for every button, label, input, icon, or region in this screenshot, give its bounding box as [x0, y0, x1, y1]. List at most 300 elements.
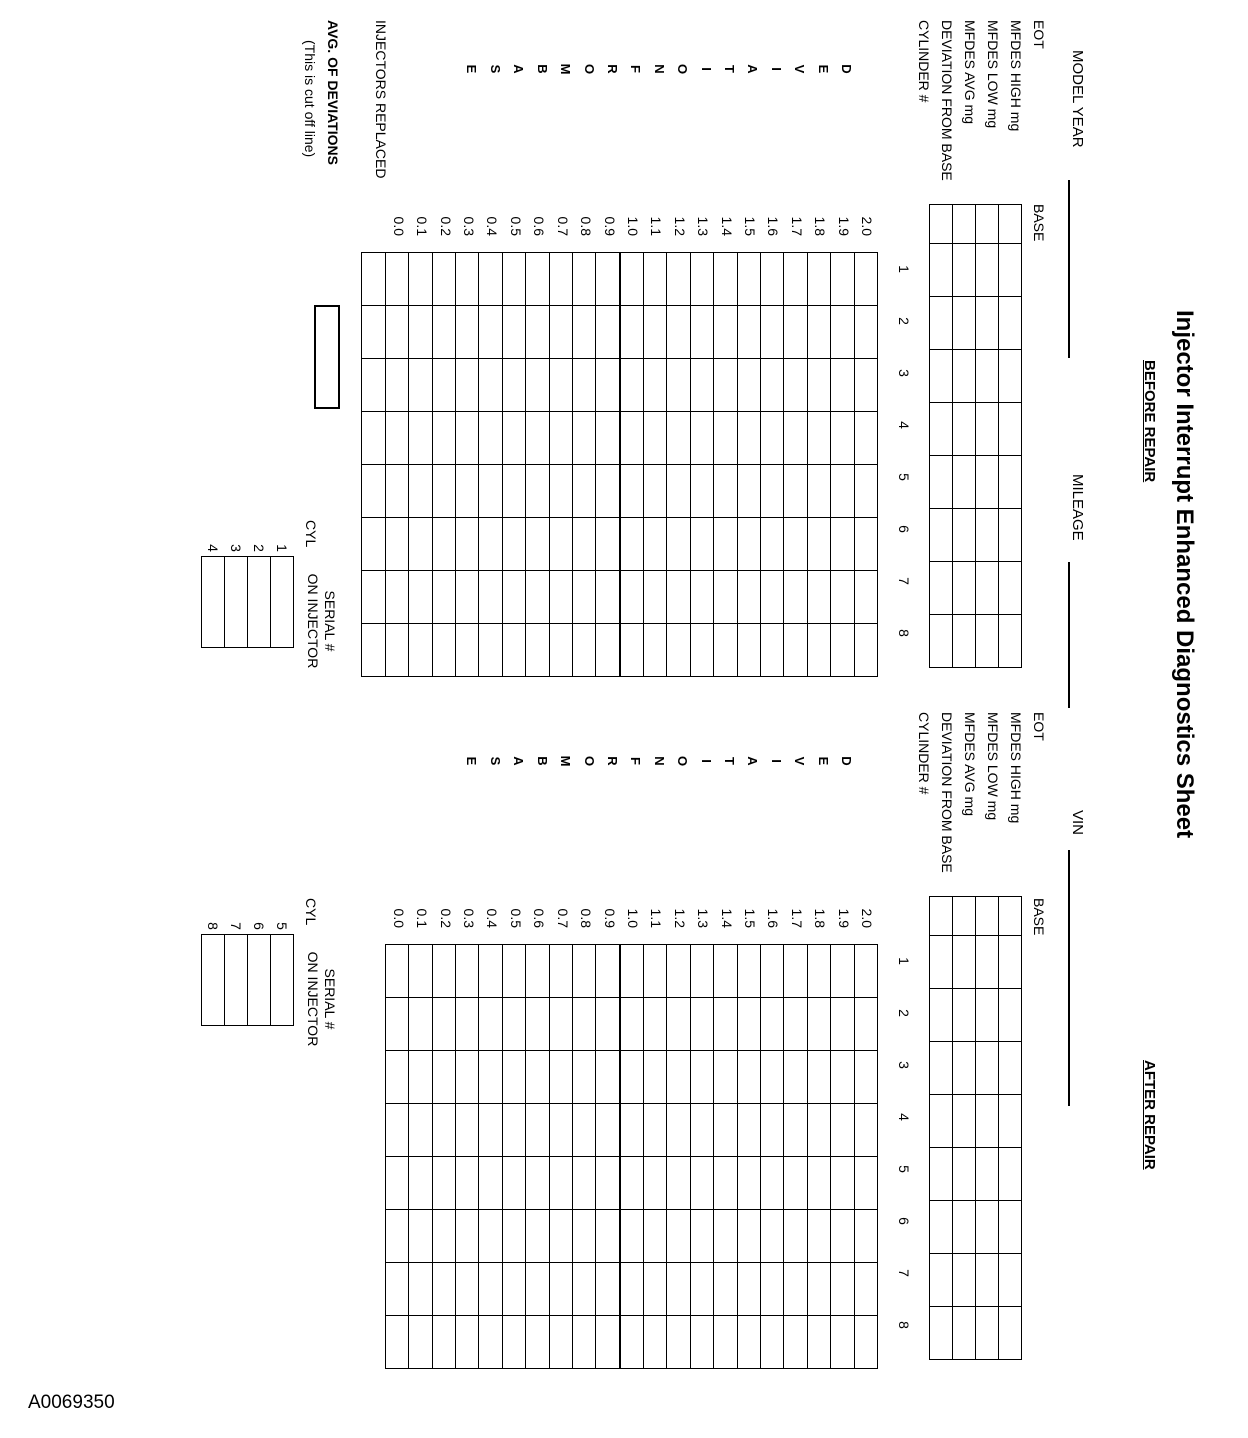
- grid-cell[interactable]: [385, 1316, 408, 1369]
- grid-cell[interactable]: [807, 998, 830, 1051]
- grid-cell[interactable]: [714, 998, 737, 1051]
- grid-cell[interactable]: [549, 1051, 572, 1104]
- grid-cell[interactable]: [953, 350, 976, 403]
- grid-cell[interactable]: [714, 412, 737, 465]
- grid-cell[interactable]: [690, 1104, 713, 1157]
- grid-cell[interactable]: [526, 1316, 549, 1369]
- grid-cell[interactable]: [976, 1201, 999, 1254]
- grid-cell[interactable]: [831, 1157, 854, 1210]
- grid-cell[interactable]: [596, 1157, 620, 1210]
- grid-cell[interactable]: [854, 1316, 877, 1369]
- grid-cell[interactable]: [953, 1254, 976, 1307]
- grid-cell[interactable]: [502, 1210, 525, 1263]
- grid-cell[interactable]: [432, 253, 455, 306]
- grid-cell[interactable]: [502, 306, 525, 359]
- grid-cell[interactable]: [385, 1263, 408, 1316]
- grid-cell[interactable]: [714, 359, 737, 412]
- grid-cell[interactable]: [526, 624, 549, 677]
- grid-cell[interactable]: [976, 297, 999, 350]
- grid-cell[interactable]: [362, 412, 385, 465]
- serial-cell[interactable]: [271, 935, 294, 1026]
- grid-cell[interactable]: [854, 571, 877, 624]
- grid-cell[interactable]: [432, 518, 455, 571]
- grid-cell[interactable]: [761, 359, 784, 412]
- grid-cell[interactable]: [831, 1104, 854, 1157]
- grid-cell[interactable]: [976, 350, 999, 403]
- grid-cell[interactable]: [644, 518, 667, 571]
- grid-cell[interactable]: [854, 359, 877, 412]
- grid-cell[interactable]: [385, 412, 408, 465]
- grid-cell[interactable]: [526, 359, 549, 412]
- grid-cell[interactable]: [479, 998, 502, 1051]
- grid-cell[interactable]: [526, 1263, 549, 1316]
- grid-cell[interactable]: [737, 1157, 760, 1210]
- grid-cell[interactable]: [479, 306, 502, 359]
- grid-cell[interactable]: [737, 306, 760, 359]
- grid-cell[interactable]: [807, 518, 830, 571]
- grid-cell[interactable]: [854, 624, 877, 677]
- grid-cell[interactable]: [479, 945, 502, 998]
- grid-cell[interactable]: [432, 571, 455, 624]
- grid-cell[interactable]: [502, 1157, 525, 1210]
- grid-cell[interactable]: [953, 897, 976, 936]
- grid-cell[interactable]: [549, 945, 572, 998]
- grid-cell[interactable]: [737, 465, 760, 518]
- grid-cell[interactable]: [761, 1104, 784, 1157]
- grid-cell[interactable]: [930, 403, 953, 456]
- model-year-line[interactable]: [1068, 180, 1070, 358]
- grid-cell[interactable]: [385, 306, 408, 359]
- grid-cell[interactable]: [784, 1210, 807, 1263]
- grid-cell[interactable]: [667, 359, 690, 412]
- grid-cell[interactable]: [432, 1051, 455, 1104]
- grid-cell[interactable]: [930, 1095, 953, 1148]
- grid-cell[interactable]: [479, 1263, 502, 1316]
- grid-cell[interactable]: [596, 1104, 620, 1157]
- grid-cell[interactable]: [784, 571, 807, 624]
- grid-cell[interactable]: [479, 412, 502, 465]
- grid-cell[interactable]: [930, 1307, 953, 1360]
- grid-cell[interactable]: [690, 1051, 713, 1104]
- grid-cell[interactable]: [409, 518, 432, 571]
- grid-cell[interactable]: [976, 1307, 999, 1360]
- grid-cell[interactable]: [690, 1157, 713, 1210]
- grid-cell[interactable]: [572, 571, 595, 624]
- grid-cell[interactable]: [976, 897, 999, 936]
- grid-cell[interactable]: [999, 403, 1022, 456]
- grid-cell[interactable]: [385, 359, 408, 412]
- avg-deviations-box[interactable]: [314, 305, 340, 409]
- grid-cell[interactable]: [432, 465, 455, 518]
- grid-cell[interactable]: [690, 253, 713, 306]
- grid-cell[interactable]: [976, 936, 999, 989]
- grid-cell[interactable]: [831, 945, 854, 998]
- grid-cell[interactable]: [737, 412, 760, 465]
- grid-cell[interactable]: [479, 253, 502, 306]
- grid-cell[interactable]: [644, 253, 667, 306]
- grid-cell[interactable]: [502, 571, 525, 624]
- grid-cell[interactable]: [831, 412, 854, 465]
- grid-cell[interactable]: [831, 253, 854, 306]
- grid-cell[interactable]: [930, 936, 953, 989]
- grid-cell[interactable]: [596, 412, 620, 465]
- grid-cell[interactable]: [409, 998, 432, 1051]
- grid-cell[interactable]: [976, 1042, 999, 1095]
- grid-cell[interactable]: [784, 1263, 807, 1316]
- grid-cell[interactable]: [644, 998, 667, 1051]
- grid-cell[interactable]: [502, 1104, 525, 1157]
- grid-cell[interactable]: [667, 1051, 690, 1104]
- grid-cell[interactable]: [362, 571, 385, 624]
- grid-cell[interactable]: [620, 1210, 644, 1263]
- grid-cell[interactable]: [572, 359, 595, 412]
- grid-cell[interactable]: [620, 571, 644, 624]
- grid-cell[interactable]: [620, 412, 644, 465]
- grid-cell[interactable]: [690, 1263, 713, 1316]
- grid-cell[interactable]: [409, 1051, 432, 1104]
- grid-cell[interactable]: [362, 518, 385, 571]
- grid-cell[interactable]: [455, 1210, 478, 1263]
- grid-cell[interactable]: [549, 359, 572, 412]
- grid-cell[interactable]: [714, 1157, 737, 1210]
- grid-cell[interactable]: [761, 1157, 784, 1210]
- grid-cell[interactable]: [976, 244, 999, 297]
- grid-cell[interactable]: [737, 1263, 760, 1316]
- grid-cell[interactable]: [549, 1157, 572, 1210]
- grid-cell[interactable]: [596, 1210, 620, 1263]
- grid-cell[interactable]: [831, 359, 854, 412]
- grid-cell[interactable]: [737, 624, 760, 677]
- grid-cell[interactable]: [644, 1316, 667, 1369]
- grid-cell[interactable]: [854, 412, 877, 465]
- grid-cell[interactable]: [620, 1157, 644, 1210]
- grid-cell[interactable]: [999, 244, 1022, 297]
- grid-cell[interactable]: [761, 571, 784, 624]
- grid-cell[interactable]: [714, 945, 737, 998]
- grid-cell[interactable]: [807, 465, 830, 518]
- grid-cell[interactable]: [572, 624, 595, 677]
- grid-cell[interactable]: [714, 1263, 737, 1316]
- grid-cell[interactable]: [761, 518, 784, 571]
- grid-cell[interactable]: [854, 1263, 877, 1316]
- grid-cell[interactable]: [854, 945, 877, 998]
- grid-cell[interactable]: [999, 350, 1022, 403]
- grid-cell[interactable]: [596, 253, 620, 306]
- grid-cell[interactable]: [690, 518, 713, 571]
- grid-cell[interactable]: [667, 945, 690, 998]
- grid-cell[interactable]: [409, 465, 432, 518]
- grid-cell[interactable]: [667, 1104, 690, 1157]
- grid-cell[interactable]: [831, 1316, 854, 1369]
- grid-cell[interactable]: [690, 624, 713, 677]
- grid-cell[interactable]: [644, 945, 667, 998]
- grid-cell[interactable]: [807, 1263, 830, 1316]
- grid-cell[interactable]: [714, 518, 737, 571]
- grid-cell[interactable]: [784, 1316, 807, 1369]
- grid-cell[interactable]: [737, 1051, 760, 1104]
- grid-cell[interactable]: [479, 359, 502, 412]
- grid-cell[interactable]: [999, 1148, 1022, 1201]
- grid-cell[interactable]: [953, 1307, 976, 1360]
- grid-cell[interactable]: [976, 456, 999, 509]
- grid-cell[interactable]: [385, 465, 408, 518]
- grid-cell[interactable]: [930, 1201, 953, 1254]
- grid-cell[interactable]: [620, 518, 644, 571]
- grid-cell[interactable]: [737, 1210, 760, 1263]
- grid-cell[interactable]: [455, 571, 478, 624]
- grid-cell[interactable]: [953, 1095, 976, 1148]
- grid-cell[interactable]: [976, 1148, 999, 1201]
- grid-cell[interactable]: [761, 465, 784, 518]
- grid-cell[interactable]: [999, 297, 1022, 350]
- grid-cell[interactable]: [976, 989, 999, 1042]
- grid-cell[interactable]: [549, 1210, 572, 1263]
- serial-cell[interactable]: [248, 557, 271, 648]
- grid-cell[interactable]: [807, 624, 830, 677]
- grid-cell[interactable]: [479, 518, 502, 571]
- grid-cell[interactable]: [714, 253, 737, 306]
- grid-cell[interactable]: [409, 945, 432, 998]
- grid-cell[interactable]: [455, 1157, 478, 1210]
- grid-cell[interactable]: [596, 359, 620, 412]
- grid-cell[interactable]: [854, 1104, 877, 1157]
- grid-cell[interactable]: [455, 518, 478, 571]
- grid-cell[interactable]: [502, 518, 525, 571]
- grid-cell[interactable]: [644, 465, 667, 518]
- grid-cell[interactable]: [549, 306, 572, 359]
- grid-cell[interactable]: [690, 306, 713, 359]
- grid-cell[interactable]: [854, 1051, 877, 1104]
- grid-cell[interactable]: [930, 509, 953, 562]
- grid-cell[interactable]: [549, 571, 572, 624]
- grid-cell[interactable]: [409, 624, 432, 677]
- grid-cell[interactable]: [596, 945, 620, 998]
- grid-cell[interactable]: [596, 1316, 620, 1369]
- serial-cell[interactable]: [202, 935, 225, 1026]
- grid-cell[interactable]: [596, 1263, 620, 1316]
- grid-cell[interactable]: [526, 1104, 549, 1157]
- grid-cell[interactable]: [644, 624, 667, 677]
- grid-cell[interactable]: [526, 571, 549, 624]
- grid-cell[interactable]: [761, 998, 784, 1051]
- grid-cell[interactable]: [714, 1316, 737, 1369]
- grid-cell[interactable]: [667, 253, 690, 306]
- grid-cell[interactable]: [620, 945, 644, 998]
- grid-cell[interactable]: [596, 998, 620, 1051]
- grid-cell[interactable]: [737, 1316, 760, 1369]
- grid-cell[interactable]: [953, 456, 976, 509]
- grid-cell[interactable]: [409, 253, 432, 306]
- grid-cell[interactable]: [976, 403, 999, 456]
- grid-cell[interactable]: [502, 412, 525, 465]
- grid-cell[interactable]: [549, 1316, 572, 1369]
- grid-cell[interactable]: [502, 1316, 525, 1369]
- grid-cell[interactable]: [572, 1051, 595, 1104]
- grid-cell[interactable]: [502, 465, 525, 518]
- grid-cell[interactable]: [953, 403, 976, 456]
- grid-cell[interactable]: [479, 1157, 502, 1210]
- grid-cell[interactable]: [572, 1157, 595, 1210]
- grid-cell[interactable]: [526, 253, 549, 306]
- grid-cell[interactable]: [761, 945, 784, 998]
- grid-cell[interactable]: [572, 1316, 595, 1369]
- grid-cell[interactable]: [930, 562, 953, 615]
- grid-cell[interactable]: [572, 465, 595, 518]
- grid-cell[interactable]: [854, 1210, 877, 1263]
- grid-cell[interactable]: [784, 945, 807, 998]
- grid-cell[interactable]: [930, 456, 953, 509]
- grid-cell[interactable]: [807, 1210, 830, 1263]
- grid-cell[interactable]: [644, 1157, 667, 1210]
- grid-cell[interactable]: [976, 509, 999, 562]
- grid-cell[interactable]: [596, 518, 620, 571]
- grid-cell[interactable]: [999, 456, 1022, 509]
- grid-cell[interactable]: [807, 412, 830, 465]
- grid-cell[interactable]: [667, 465, 690, 518]
- grid-cell[interactable]: [667, 571, 690, 624]
- grid-cell[interactable]: [999, 897, 1022, 936]
- grid-cell[interactable]: [761, 1210, 784, 1263]
- grid-cell[interactable]: [549, 518, 572, 571]
- grid-cell[interactable]: [362, 359, 385, 412]
- grid-cell[interactable]: [831, 1263, 854, 1316]
- grid-cell[interactable]: [930, 1254, 953, 1307]
- grid-cell[interactable]: [409, 359, 432, 412]
- grid-cell[interactable]: [807, 571, 830, 624]
- grid-cell[interactable]: [784, 624, 807, 677]
- grid-cell[interactable]: [362, 253, 385, 306]
- grid-cell[interactable]: [362, 624, 385, 677]
- grid-cell[interactable]: [644, 359, 667, 412]
- grid-cell[interactable]: [737, 518, 760, 571]
- grid-cell[interactable]: [409, 1210, 432, 1263]
- grid-cell[interactable]: [479, 624, 502, 677]
- grid-cell[interactable]: [409, 571, 432, 624]
- grid-cell[interactable]: [620, 1104, 644, 1157]
- serial-cell[interactable]: [271, 557, 294, 648]
- grid-cell[interactable]: [761, 306, 784, 359]
- grid-cell[interactable]: [761, 1051, 784, 1104]
- grid-cell[interactable]: [549, 1104, 572, 1157]
- grid-cell[interactable]: [784, 518, 807, 571]
- grid-cell[interactable]: [930, 989, 953, 1042]
- grid-cell[interactable]: [807, 1104, 830, 1157]
- grid-cell[interactable]: [953, 1148, 976, 1201]
- grid-cell[interactable]: [976, 615, 999, 668]
- grid-cell[interactable]: [807, 1051, 830, 1104]
- grid-cell[interactable]: [455, 998, 478, 1051]
- grid-cell[interactable]: [714, 1104, 737, 1157]
- grid-cell[interactable]: [953, 297, 976, 350]
- grid-cell[interactable]: [737, 998, 760, 1051]
- grid-cell[interactable]: [479, 571, 502, 624]
- grid-cell[interactable]: [854, 306, 877, 359]
- grid-cell[interactable]: [502, 945, 525, 998]
- grid-cell[interactable]: [667, 624, 690, 677]
- grid-cell[interactable]: [784, 1051, 807, 1104]
- grid-cell[interactable]: [976, 1254, 999, 1307]
- grid-cell[interactable]: [999, 562, 1022, 615]
- grid-cell[interactable]: [572, 518, 595, 571]
- grid-cell[interactable]: [526, 306, 549, 359]
- grid-cell[interactable]: [807, 359, 830, 412]
- grid-cell[interactable]: [620, 998, 644, 1051]
- grid-cell[interactable]: [620, 1263, 644, 1316]
- grid-cell[interactable]: [854, 998, 877, 1051]
- grid-cell[interactable]: [432, 945, 455, 998]
- grid-cell[interactable]: [831, 624, 854, 677]
- grid-cell[interactable]: [432, 306, 455, 359]
- grid-cell[interactable]: [854, 1157, 877, 1210]
- grid-cell[interactable]: [644, 1051, 667, 1104]
- grid-cell[interactable]: [737, 253, 760, 306]
- grid-cell[interactable]: [549, 1263, 572, 1316]
- grid-cell[interactable]: [596, 1051, 620, 1104]
- grid-cell[interactable]: [999, 936, 1022, 989]
- grid-cell[interactable]: [502, 359, 525, 412]
- grid-cell[interactable]: [854, 253, 877, 306]
- grid-cell[interactable]: [620, 359, 644, 412]
- grid-cell[interactable]: [526, 465, 549, 518]
- grid-cell[interactable]: [930, 897, 953, 936]
- grid-cell[interactable]: [455, 253, 478, 306]
- grid-cell[interactable]: [784, 253, 807, 306]
- grid-cell[interactable]: [714, 571, 737, 624]
- grid-cell[interactable]: [784, 1157, 807, 1210]
- grid-cell[interactable]: [385, 253, 408, 306]
- grid-cell[interactable]: [667, 998, 690, 1051]
- grid-cell[interactable]: [644, 571, 667, 624]
- grid-cell[interactable]: [930, 615, 953, 668]
- grid-cell[interactable]: [596, 624, 620, 677]
- grid-cell[interactable]: [930, 205, 953, 244]
- grid-cell[interactable]: [999, 615, 1022, 668]
- grid-cell[interactable]: [999, 1307, 1022, 1360]
- grid-cell[interactable]: [385, 1210, 408, 1263]
- grid-cell[interactable]: [784, 1104, 807, 1157]
- grid-cell[interactable]: [455, 1104, 478, 1157]
- grid-cell[interactable]: [737, 1104, 760, 1157]
- grid-cell[interactable]: [999, 205, 1022, 244]
- grid-cell[interactable]: [596, 571, 620, 624]
- grid-cell[interactable]: [953, 1201, 976, 1254]
- grid-cell[interactable]: [432, 998, 455, 1051]
- grid-cell[interactable]: [432, 624, 455, 677]
- grid-cell[interactable]: [761, 412, 784, 465]
- grid-cell[interactable]: [432, 359, 455, 412]
- grid-cell[interactable]: [385, 998, 408, 1051]
- grid-cell[interactable]: [976, 1095, 999, 1148]
- grid-cell[interactable]: [409, 1263, 432, 1316]
- grid-cell[interactable]: [999, 1042, 1022, 1095]
- grid-cell[interactable]: [761, 253, 784, 306]
- grid-cell[interactable]: [784, 998, 807, 1051]
- grid-cell[interactable]: [784, 306, 807, 359]
- grid-cell[interactable]: [362, 465, 385, 518]
- grid-cell[interactable]: [737, 945, 760, 998]
- grid-cell[interactable]: [690, 465, 713, 518]
- grid-cell[interactable]: [690, 945, 713, 998]
- grid-cell[interactable]: [549, 412, 572, 465]
- grid-cell[interactable]: [667, 1157, 690, 1210]
- grid-cell[interactable]: [930, 297, 953, 350]
- grid-cell[interactable]: [409, 1157, 432, 1210]
- grid-cell[interactable]: [596, 465, 620, 518]
- grid-cell[interactable]: [572, 945, 595, 998]
- grid-cell[interactable]: [807, 253, 830, 306]
- grid-cell[interactable]: [549, 465, 572, 518]
- grid-cell[interactable]: [455, 1316, 478, 1369]
